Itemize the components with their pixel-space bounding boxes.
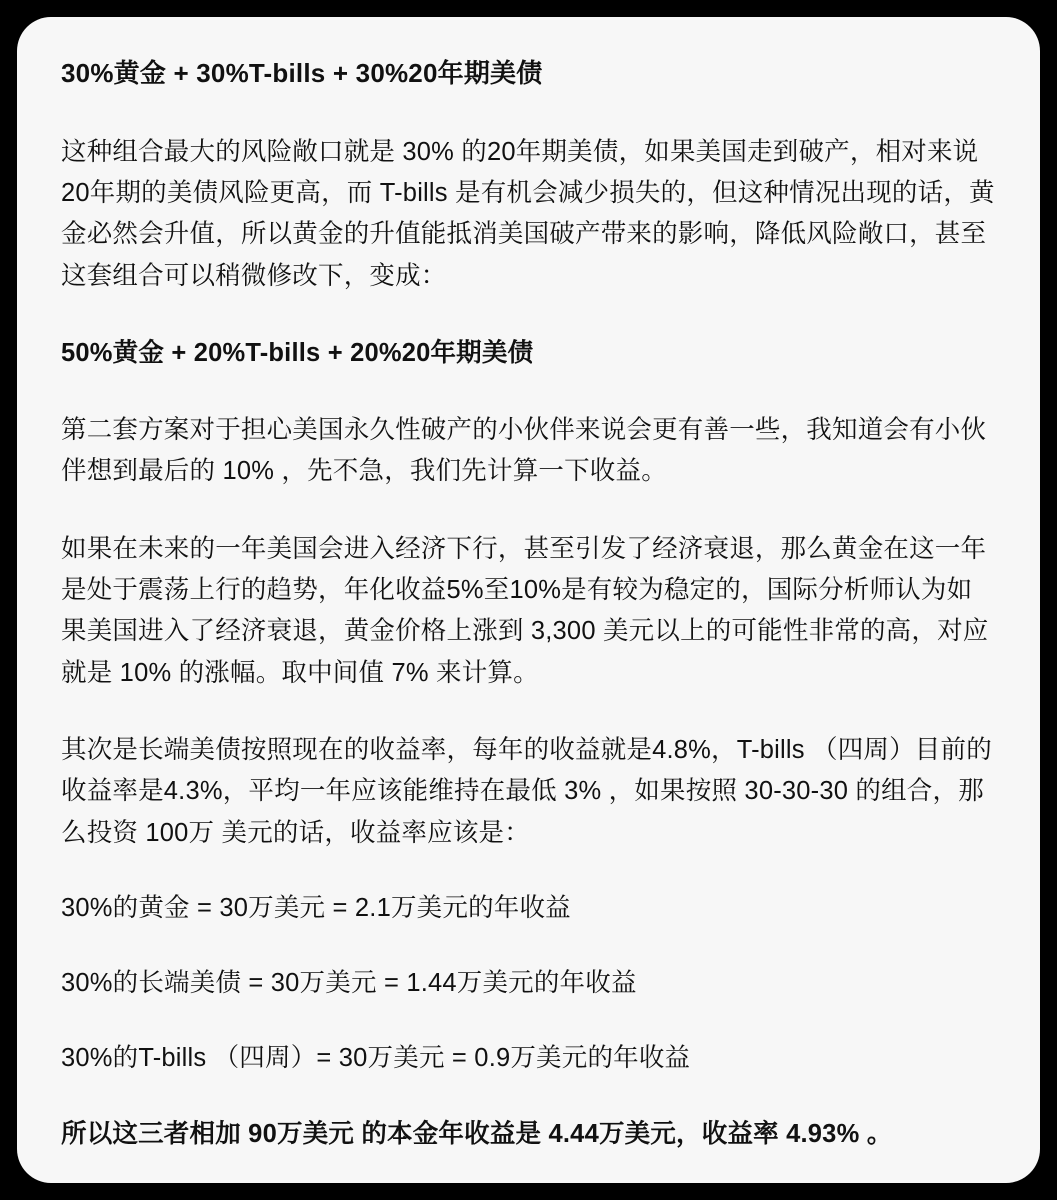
calc-line-long-bonds: 30%的长端美债 = 30万美元 = 1.44万美元的年收益 — [61, 969, 637, 998]
content-card — [17, 17, 1040, 1183]
paragraph-risk-exposure: 这种组合最大的风险敞口就是 30% 的20年期美债，如果美国走到破产，相对来说 20年期的美债风险更高，而 T-bills 是有机会减少损失的，但这种情况出现的话，黄金必然会升值，所以黄金的升值能抵消美国破产带来的影响，降低风险敞口，甚至这套组合可以稍微修改下，变成： — [61, 137, 995, 290]
spacer — [61, 493, 996, 529]
calc-line-tbills: 30%的T-bills （四周）= 30万美元 = 0.9万美元的年收益 — [61, 1044, 691, 1073]
heading-allocation-30-30-30: 30%黄金 + 30%T-bills + 30%20年期美债 — [61, 58, 543, 88]
spacer — [61, 93, 996, 132]
spacer — [61, 694, 996, 730]
spacer — [61, 854, 996, 888]
spacer — [61, 297, 996, 333]
spacer — [61, 929, 996, 963]
paragraph-gold-forecast: 如果在未来的一年美国会进入经济下行，甚至引发了经济衰退，那么黄金在这一年是处于震荡上行的趋势，年化收益5%至10%是有较为稳定的，国际分析师认为如果美国进入了经济衰退，黄金价格上涨到 3,300 美元以上的可能性非常的高，对应就是 10% 的涨幅。取中间值 7% 来计算。 — [61, 534, 989, 687]
paragraph-yields: 其次是长端美债按照现在的收益率，每年的收益就是4.8%，T-bills （四周）目前的收益率是4.3%，平均一年应该能维持在最低 3% ，如果按照 30-30-30 的组合，那么投资 100万 美元的话，收益率应该是： — [61, 735, 992, 847]
article-body — [61, 55, 996, 1155]
heading-allocation-50-20-20: 50%黄金 + 20%T-bills + 20%20年期美债 — [61, 338, 534, 367]
spacer — [61, 1004, 996, 1038]
conclusion-total-return: 所以这三者相加 90万美元 的本金年收益是 4.44万美元，收益率 4.93% 。 — [61, 1119, 893, 1148]
paragraph-second-plan: 第二套方案对于担心美国永久性破产的小伙伴来说会更有善一些，我知道会有小伙伴想到最后的 10% ，先不急，我们先计算一下收益。 — [61, 416, 987, 486]
calc-line-gold: 30%的黄金 = 30万美元 = 2.1万美元的年收益 — [61, 893, 571, 922]
spacer — [61, 374, 996, 410]
spacer — [61, 1080, 996, 1114]
